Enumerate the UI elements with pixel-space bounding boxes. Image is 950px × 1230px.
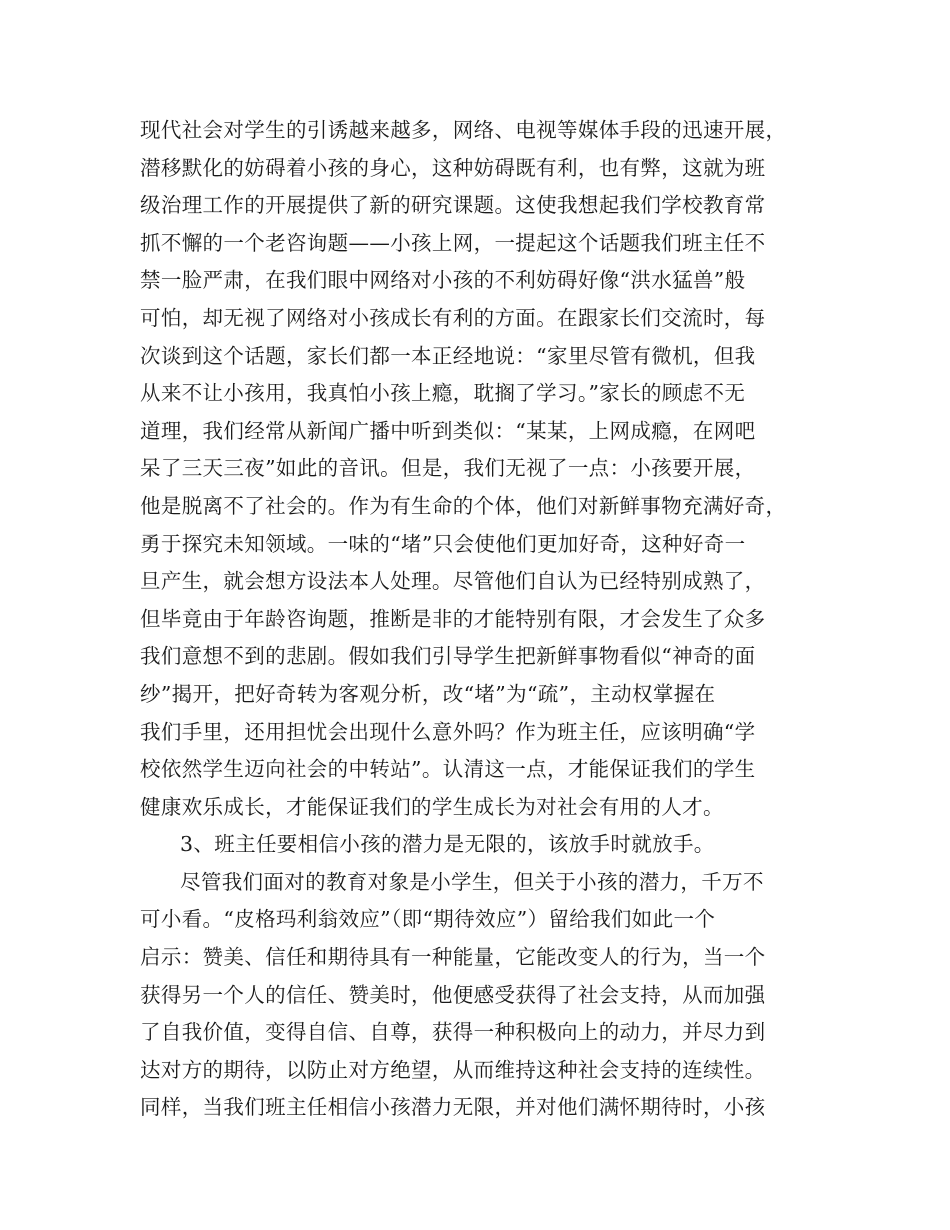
text-line: 达对方的期待，以防止对方绝望，从而维持这种社会支持的连续性。 [140,1057,766,1082]
text-line: 校依然学生迈向社会的中转站”。认清这一点，才能保证我们的学生 [140,757,756,782]
text-line: 抓不懈的一个老咨询题——小孩上网，一提起这个话题我们班主任不 [140,230,766,255]
text-line: 获得另一个人的信任、赞美时，他便感受获得了社会支持，从而加强 [140,982,766,1007]
text-line: 道理，我们经常从新闻广播中听到类似：“某某，上网成瘾，在网吧 [140,418,756,443]
section-heading: 3、班主任要相信小孩的潜力是无限的，该放手时就放手。 [180,832,715,857]
text-line: 启示：赞美、信任和期待具有一种能量，它能改变人的行为，当一个 [140,945,766,970]
text-line: 勇于探究未知领域。一味的“堵”只会使他们更加好奇，这种好奇一 [140,531,746,556]
text-line: 可怕，却无视了网络对小孩成长有利的方面。在跟家长们交流时，每 [140,305,766,330]
text-line: 同样，当我们班主任相信小孩潜力无限，并对他们满怀期待时，小孩 [140,1095,766,1120]
text-line: 他是脱离不了社会的。作为有生命的个体，他们对新鲜事物充满好奇， [140,493,787,518]
paragraph-start-line: 尽管我们面对的教育对象是小学生，但关于小孩的潜力，千万不 [180,869,764,894]
text-line: 健康欢乐成长，才能保证我们的学生成长为对社会有用的人才。 [140,794,724,819]
text-line: 潜移默化的妨碍着小孩的身心，这种妨碍既有利，也有弊，这就为班 [140,155,766,180]
text-line: 从来不让小孩用，我真怕小孩上瘾，耽搁了学习。”家长的顾虑不无 [140,381,746,406]
text-line: 禁一脸严肃，在我们眼中网络对小孩的不利妨碍好像“洪水猛兽”般 [140,268,746,293]
text-line: 了自我价值，变得自信、自尊，获得一种积极向上的动力，并尽力到 [140,1020,766,1045]
text-line: 可小看。“皮格玛利翁效应”（即“期待效应”）留给我们如此一个 [140,907,716,932]
text-line: 次谈到这个话题，家长们都一本正经地说：“家里尽管有微机，但我 [140,343,756,368]
text-line: 但毕竟由于年龄咨询题，推断是非的才能特别有限，才会发生了众多 [140,606,766,631]
document-body [140,112,816,1127]
text-line: 纱”揭开，把好奇转为客观分析，改“堵”为“疏”，主动权掌握在 [140,681,716,706]
text-line: 我们手里，还用担忧会出现什么意外吗？作为班主任，应该明确“学 [140,719,756,744]
text-line: 旦产生，就会想方设法本人处理。尽管他们自认为已经特别成熟了， [140,569,766,594]
text-line: 现代社会对学生的引诱越来越多，网络、电视等媒体手段的迅速开展， [140,118,787,142]
text-line: 我们意想不到的悲剧。假如我们引导学生把新鲜事物看似“神奇的面 [140,644,756,669]
text-line: 呆了三天三夜”如此的音讯。但是，我们无视了一点：小孩要开展， [140,456,756,481]
text-line: 级治理工作的开展提供了新的研究课题。这使我想起我们学校教育常 [140,193,766,218]
